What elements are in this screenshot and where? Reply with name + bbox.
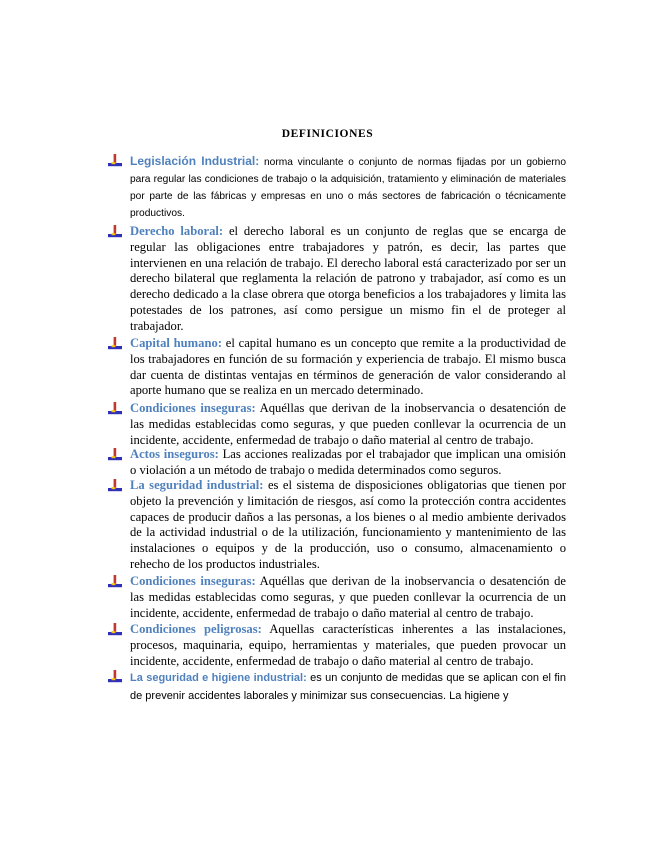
definition-body: el capital humano es un concepto que remite a la productividad de los trabajadores en función de su formación y experiencia de trabajo. El mismo busca dar cuenta de distintas ventajas en términos de generación de valor considerando al aporte humano que se realiza en un mercado determinado. bbox=[130, 336, 566, 398]
definition-text bbox=[130, 336, 566, 399]
cross-pin-bullet-icon bbox=[108, 479, 122, 493]
cross-pin-bullet-icon bbox=[108, 623, 122, 637]
definition-body: es un conjunto de medidas que se aplican con el fin de prevenir accidentes laborales y minimizar sus consecuencias. La higiene y bbox=[130, 672, 566, 702]
definition-term: Capital humano: bbox=[130, 336, 222, 350]
definition-body: Aquellas características inherentes a las instalaciones, procesos, maquinaria, equipo, herramientas y materiales, que pueden provocar un incidente, accidente, enfermedad de trabajo o daño material al centro de trabajo. bbox=[130, 622, 566, 668]
definition-term: Actos inseguros: bbox=[130, 447, 219, 461]
definition-text bbox=[130, 669, 566, 705]
definition-text bbox=[130, 224, 566, 335]
definition-term: Condiciones inseguras: bbox=[130, 574, 256, 588]
definition-item bbox=[110, 153, 566, 222]
definition-body: es el sistema de disposiciones obligatorias que tienen por objeto la prevención y limitación de riesgos, así como la protección contra accidentes capaces de producir daños a las personas, a los bienes o al medio ambiente derivados de la actividad industrial o de la utilización, funcionamiento y mantenimiento de las instalaciones o equipos y de la producción, uso o consumo, almacenamiento o rehecho de los productos industriales. bbox=[130, 478, 566, 571]
definition-text bbox=[130, 478, 566, 573]
definition-body: Aquéllas que derivan de la inobservancia o desatención de las medidas establecidas como seguras, y que pueden conllevar la ocurrencia de un incidente, accidente, enfermedad de trabajo o daño material al centro de trabajo. bbox=[130, 401, 566, 447]
cross-pin-bullet-icon bbox=[108, 670, 122, 684]
definition-text bbox=[130, 401, 566, 448]
page-title: DEFINICIONES bbox=[281, 128, 374, 140]
cross-pin-bullet-icon bbox=[108, 448, 122, 462]
definition-term: La seguridad e higiene industrial: bbox=[130, 672, 307, 684]
definition-term: Condiciones peligrosas: bbox=[130, 622, 262, 636]
definition-body: el derecho laboral es un conjunto de reglas que se encarga de regular las obligaciones entre trabajadores y patrón, es decir, las partes que intervienen en una relación de trabajo. El derecho laboral está caracterizado por ser un derecho bilateral que reglamenta la relación de patrono y trabajador, así como es un derecho dedicado a la clase obrera que otorga beneficios a los trabajadores y limita las potestades de los patrones, así como persigue un mismo fin el de proteger al trabajador. bbox=[130, 224, 566, 333]
definition-term: Derecho laboral: bbox=[130, 224, 224, 238]
definition-item bbox=[110, 401, 566, 448]
definition-text bbox=[130, 447, 566, 479]
definition-body: Aquéllas que derivan de la inobservancia o desatención de las medidas establecidas como seguras, y que pueden conllevar la ocurrencia de un incidente, accidente, enfermedad de trabajo o daño material al centro de trabajo. bbox=[130, 574, 566, 620]
definition-text bbox=[130, 622, 566, 669]
cross-pin-bullet-icon bbox=[108, 337, 122, 351]
definition-item bbox=[110, 669, 566, 705]
definition-item bbox=[110, 224, 566, 335]
definition-item bbox=[110, 447, 566, 479]
definition-term: La seguridad industrial: bbox=[130, 478, 264, 492]
cross-pin-bullet-icon bbox=[108, 575, 122, 589]
definition-text bbox=[130, 153, 566, 222]
definition-item bbox=[110, 336, 566, 399]
definition-item bbox=[110, 478, 566, 573]
cross-pin-bullet-icon bbox=[108, 154, 122, 168]
definition-term: Legislación Industrial: bbox=[130, 154, 260, 168]
cross-pin-bullet-icon bbox=[108, 225, 122, 239]
cross-pin-bullet-icon bbox=[108, 402, 122, 416]
definition-body: norma vinculante o conjunto de normas fijadas por un gobierno para regular las condiciones de trabajo o la adquisición, tratamiento y eliminación de materiales por parte de las fábricas y empresas en uno o más sectores de fabricación o técnicamente productivos. bbox=[130, 157, 566, 219]
definition-term: Condiciones inseguras: bbox=[130, 401, 256, 415]
definition-item bbox=[110, 574, 566, 621]
definition-text bbox=[130, 574, 566, 621]
definition-item bbox=[110, 622, 566, 669]
definition-body: Las acciones realizadas por el trabajador que implican una omisión o violación a un método de trabajo o medida determinados como seguros. bbox=[130, 447, 566, 477]
